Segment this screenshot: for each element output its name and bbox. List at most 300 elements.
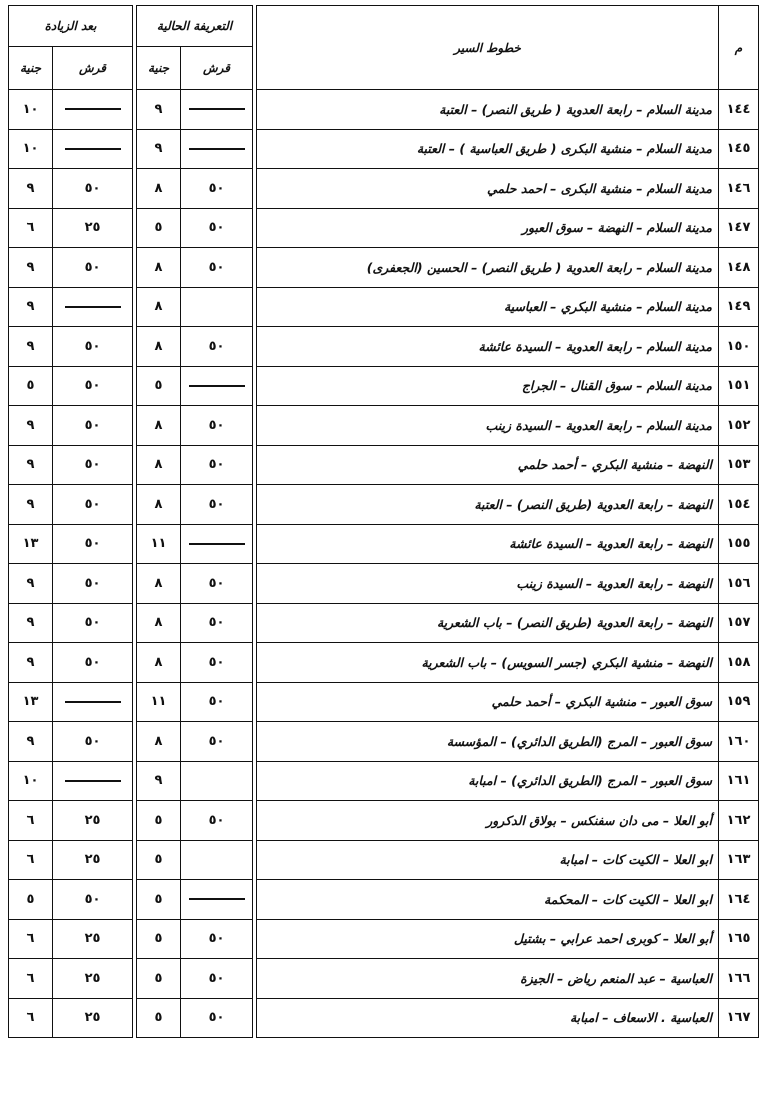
after-qirsh-cell-text: ٢٥ [84,852,101,868]
after-pound-cell-text: ٦ [26,220,35,236]
after-pound-cell [9,682,53,722]
row-number [719,959,759,999]
after-pound-cell [9,327,53,367]
current-qirsh-cell-text: ٥٠ [208,970,225,986]
after-pound-cell [9,761,53,801]
column-gap [133,564,137,604]
after-qirsh-cell-text: ٢٥ [84,970,101,986]
after-qirsh-cell-text: ٥٠ [84,417,101,433]
current-qirsh-cell-text: ٥٠ [208,733,225,749]
route-cell [257,564,719,604]
header-after-increase: بعد الزيادة [9,6,133,47]
current-pound-cell-text: ٨ [154,575,163,591]
route-cell-text: سوق العبور – المرج (الطريق الدائري) – امبابة [468,773,712,789]
after-qirsh-cell-text: ٥٠ [84,536,101,552]
after-pound-cell [9,445,53,485]
current-pound-cell-text: ٥ [154,812,163,828]
after-pound-cell [9,169,53,209]
current-qirsh-cell [181,208,253,248]
column-gap [253,406,257,446]
route-cell-text: النهضة – رابعة العدوية (طريق النصر) – العتبة [474,496,712,512]
header-route: خطوط السير [257,6,719,90]
column-gap [133,880,137,920]
after-qirsh-cell [53,919,133,959]
current-qirsh-cell [181,840,253,880]
table-row [9,90,759,130]
fare-table [8,5,759,1038]
after-qirsh-cell [53,129,133,169]
after-qirsh-cell-text: ٥٠ [84,180,101,196]
row-number [719,998,759,1038]
current-qirsh-cell [181,919,253,959]
current-pound-cell [137,603,181,643]
current-pound-cell-text: ٨ [154,299,163,315]
row-number-text: ١٤٦ [726,180,751,196]
row-number [719,208,759,248]
after-qirsh-cell [53,169,133,209]
table-row [9,287,759,327]
row-number [719,564,759,604]
current-pound-cell [137,761,181,801]
current-qirsh-cell-text: ٥٠ [208,496,225,512]
table-row [9,761,759,801]
after-pound-cell [9,366,53,406]
route-cell [257,327,719,367]
column-gap [133,643,137,683]
column-gap [253,129,257,169]
row-number-text: ١٤٨ [726,259,751,275]
current-pound-cell-text: ٥ [154,931,163,947]
current-qirsh-cell-text: ٥٠ [208,615,225,631]
row-number-text: ١٥٠ [726,338,751,354]
column-gap [133,327,137,367]
current-qirsh-cell-text: ٥٠ [208,1010,225,1026]
column-gap [133,208,137,248]
table-row [9,840,759,880]
after-pound-cell-text: ١٠ [22,141,39,157]
route-cell-text: النهضة – رابعة العدوية (طريق النصر) – باب الشعرية [436,615,712,631]
column-gap [253,761,257,801]
column-gap [133,998,137,1038]
after-pound-cell-text: ٥ [26,891,35,907]
table-header [9,6,759,90]
row-number-text: ١٥٤ [726,496,751,512]
column-gap [133,129,137,169]
table-row [9,129,759,169]
table-row [9,406,759,446]
column-gap [253,959,257,999]
after-qirsh-cell-text: ٥٠ [84,891,101,907]
current-qirsh-cell [181,643,253,683]
current-pound-cell [137,682,181,722]
after-qirsh-cell [53,366,133,406]
after-qirsh-cell [53,524,133,564]
current-qirsh-cell [181,129,253,169]
current-qirsh-cell [181,445,253,485]
current-pound-cell-text: ١١ [150,694,167,710]
header-after-qirsh: قرش [53,47,133,90]
route-cell [257,248,719,288]
after-pound-cell-text: ٩ [26,615,35,631]
current-pound-cell [137,643,181,683]
route-cell-text: مدينة السلام – سوق القنال – الجراج [521,378,712,394]
row-number [719,90,759,130]
table-row [9,919,759,959]
current-qirsh-cell [181,90,253,130]
after-pound-cell-text: ٥ [26,378,35,394]
after-qirsh-cell-text: ٥٠ [84,733,101,749]
route-cell [257,603,719,643]
row-number-text: ١٥١ [726,378,751,394]
current-pound-cell-text: ٨ [154,654,163,670]
row-number-text: ١٥٦ [726,575,751,591]
table-row [9,327,759,367]
column-gap [133,366,137,406]
after-qirsh-cell [53,445,133,485]
row-number [719,761,759,801]
current-pound-cell [137,129,181,169]
header-current-pound: جنية [137,47,181,90]
current-pound-cell-text: ٨ [154,457,163,473]
after-qirsh-cell [53,90,133,130]
after-qirsh-cell [53,761,133,801]
after-qirsh-cell [53,406,133,446]
column-gap [253,564,257,604]
current-qirsh-cell [181,406,253,446]
after-qirsh-cell [53,682,133,722]
column-gap [253,445,257,485]
row-number-text: ١٦٢ [726,812,751,828]
current-pound-cell [137,919,181,959]
row-number-text: ١٦٣ [726,852,751,868]
route-cell [257,208,719,248]
table-row [9,603,759,643]
after-pound-cell [9,840,53,880]
after-pound-cell [9,880,53,920]
current-qirsh-cell [181,564,253,604]
row-number-text: ١٥٥ [726,536,751,552]
after-pound-cell [9,406,53,446]
current-qirsh-cell-text: ٥٠ [208,812,225,828]
after-pound-cell-text: ٦ [26,852,35,868]
column-gap [253,327,257,367]
after-pound-cell-text: ٩ [26,575,35,591]
after-pound-cell-text: ٩ [26,417,35,433]
route-cell [257,445,719,485]
column-gap [253,603,257,643]
route-cell-text: مدينة السلام – النهضة – سوق العبور [521,220,712,236]
current-pound-cell [137,327,181,367]
column-gap [253,366,257,406]
after-qirsh-cell [53,248,133,288]
current-pound-cell [137,959,181,999]
dash-line [189,108,245,110]
column-gap [133,801,137,841]
current-pound-cell [137,840,181,880]
table-row [9,524,759,564]
current-qirsh-cell [181,603,253,643]
column-gap [253,90,257,130]
current-pound-cell-text: ٨ [154,733,163,749]
route-cell [257,524,719,564]
route-cell [257,959,719,999]
dash-line [189,148,245,150]
current-pound-cell-text: ١١ [150,536,167,552]
route-cell-text: العباسية . الاسعاف – امبابة [569,1010,712,1026]
after-qirsh-cell [53,880,133,920]
current-qirsh-cell [181,998,253,1038]
current-pound-cell [137,880,181,920]
current-qirsh-cell-text: ٥٠ [208,457,225,473]
row-number [719,366,759,406]
current-pound-cell-text: ٨ [154,338,163,354]
current-qirsh-cell-text: ٥٠ [208,180,225,196]
after-qirsh-cell-text: ٥٠ [84,259,101,275]
current-qirsh-cell-text: ٥٠ [208,338,225,354]
dash-line [65,108,121,110]
dash-line [65,780,121,782]
after-qirsh-cell-text: ٥٠ [84,496,101,512]
route-cell [257,643,719,683]
after-pound-cell [9,90,53,130]
row-number [719,919,759,959]
current-qirsh-cell [181,327,253,367]
route-cell [257,485,719,525]
column-gap [253,840,257,880]
column-gap [253,287,257,327]
row-number-text: ١٤٧ [726,220,751,236]
after-qirsh-cell [53,801,133,841]
after-qirsh-cell-text: ٢٥ [84,220,101,236]
route-cell [257,801,719,841]
column-gap [253,880,257,920]
column-gap [133,406,137,446]
current-qirsh-cell [181,959,253,999]
after-qirsh-cell [53,959,133,999]
row-number-text: ١٦١ [726,773,751,789]
current-pound-cell-text: ٨ [154,615,163,631]
row-number [719,722,759,762]
current-pound-cell [137,169,181,209]
route-cell [257,840,719,880]
route-cell-text: العباسية – عبد المنعم رياض – الجيزة [520,970,712,986]
current-pound-cell-text: ٨ [154,259,163,275]
column-gap [133,959,137,999]
dash-line [65,306,121,308]
row-number-text: ١٦٦ [726,970,751,986]
column-gap [253,208,257,248]
dash-line [65,701,121,703]
row-number [719,840,759,880]
route-cell-text: أبو العلا – كوبرى احمد عرابي – بشتيل [513,931,712,947]
current-pound-cell [137,485,181,525]
row-number [719,643,759,683]
row-number [719,485,759,525]
table-row [9,682,759,722]
current-pound-cell [137,801,181,841]
current-pound-cell [137,524,181,564]
after-qirsh-cell [53,485,133,525]
after-pound-cell [9,248,53,288]
row-number-text: ١٥٩ [726,694,751,710]
column-gap [253,643,257,683]
current-qirsh-cell-text: ٥٠ [208,259,225,275]
column-gap [133,485,137,525]
current-qirsh-cell [181,524,253,564]
after-qirsh-cell-text: ٥٠ [84,457,101,473]
route-cell [257,129,719,169]
header-after-pound: جنية [9,47,53,90]
table-row [9,485,759,525]
column-gap [133,919,137,959]
table-row [9,880,759,920]
table-row [9,366,759,406]
after-pound-cell-text: ٩ [26,733,35,749]
current-qirsh-cell [181,682,253,722]
dash-line [189,543,245,545]
route-cell [257,998,719,1038]
after-pound-cell-text: ٦ [26,1010,35,1026]
current-pound-cell-text: ٩ [154,773,163,789]
column-gap [133,248,137,288]
route-cell-text: مدينة السلام – رابعة العدوية – السيدة عائشة [478,338,712,354]
after-pound-cell [9,208,53,248]
after-qirsh-cell-text: ٥٠ [84,575,101,591]
row-number-text: ١٥٧ [726,615,751,631]
current-pound-cell [137,248,181,288]
current-pound-cell [137,208,181,248]
after-pound-cell-text: ١٠ [22,773,39,789]
current-qirsh-cell [181,485,253,525]
route-cell [257,880,719,920]
current-qirsh-cell [181,366,253,406]
current-qirsh-cell-text: ٥٠ [208,694,225,710]
current-qirsh-cell [181,801,253,841]
table-row [9,998,759,1038]
after-pound-cell-text: ٩ [26,338,35,354]
current-pound-cell [137,90,181,130]
after-pound-cell [9,919,53,959]
current-pound-cell-text: ٥ [154,378,163,394]
route-cell [257,366,719,406]
after-pound-cell-text: ٩ [26,259,35,275]
route-cell-text: مدينة السلام – رابعة العدوية ( طريق النصر) – العتبة [439,101,712,117]
route-cell-text: مدينة السلام – رابعة العدوية – السيدة زينب [485,417,712,433]
row-number-text: ١٤٩ [726,299,751,315]
current-qirsh-cell [181,287,253,327]
after-qirsh-cell-text: ٢٥ [84,1010,101,1026]
current-pound-cell-text: ٥ [154,970,163,986]
current-pound-cell-text: ٥ [154,1010,163,1026]
table-row [9,564,759,604]
route-cell [257,90,719,130]
current-qirsh-cell-text: ٥٠ [208,654,225,670]
row-number [719,129,759,169]
current-qirsh-cell [181,880,253,920]
route-cell-text: أبو العلا – مى دان سفنكس – بولاق الدكرور [486,812,712,828]
route-cell-text: مدينة السلام – منشية البكري – العباسية [503,299,712,315]
route-cell [257,722,719,762]
column-gap [133,840,137,880]
row-number [719,169,759,209]
after-qirsh-cell [53,287,133,327]
table-row [9,643,759,683]
table-body [9,90,759,1038]
after-pound-cell [9,643,53,683]
table-row [9,722,759,762]
after-pound-cell [9,959,53,999]
row-number [719,248,759,288]
after-qirsh-cell [53,603,133,643]
current-qirsh-cell-text: ٥٠ [208,931,225,947]
header-current-fare: التعريفة الحالية [137,6,253,47]
current-pound-cell [137,287,181,327]
column-gap [133,445,137,485]
table-row [9,959,759,999]
fare-table-sheet [8,5,758,1091]
row-number [719,880,759,920]
current-qirsh-cell [181,169,253,209]
current-pound-cell-text: ٨ [154,180,163,196]
current-qirsh-cell [181,722,253,762]
current-qirsh-cell [181,248,253,288]
current-pound-cell-text: ٩ [154,141,163,157]
current-pound-cell-text: ٨ [154,496,163,512]
route-cell-text: مدينة السلام – رابعة العدوية ( طريق النصر) – الحسين (الجعفرى) [366,259,712,275]
current-qirsh-cell-text: ٥٠ [208,220,225,236]
after-pound-cell-text: ١٣ [22,536,39,552]
after-pound-cell [9,564,53,604]
row-number-text: ١٥٢ [726,417,751,433]
column-gap [133,169,137,209]
column-gap [133,761,137,801]
column-gap [133,287,137,327]
after-pound-cell [9,485,53,525]
after-qirsh-cell-text: ٥٠ [84,378,101,394]
column-gap [253,919,257,959]
current-pound-cell [137,366,181,406]
column-gap [133,524,137,564]
row-number [719,287,759,327]
column-gap [133,682,137,722]
after-pound-cell-text: ٦ [26,812,35,828]
table-row [9,169,759,209]
after-qirsh-cell-text: ٥٠ [84,654,101,670]
row-number [719,445,759,485]
route-cell-text: مدينة السلام – منشية البكرى – احمد حلمي [486,180,712,196]
after-qirsh-cell [53,208,133,248]
route-cell-text: ابو العلا – الكيت كات – المحكمة [544,891,712,907]
after-pound-cell-text: ١٣ [22,694,39,710]
current-pound-cell [137,445,181,485]
column-gap [133,603,137,643]
route-cell-text: سوق العبور – منشية البكري – أحمد حلمي [491,694,712,710]
row-number-text: ١٤٥ [726,141,751,157]
current-pound-cell [137,406,181,446]
row-number-text: ١٦٥ [726,931,751,947]
column-gap [253,169,257,209]
after-qirsh-cell [53,327,133,367]
table-row [9,208,759,248]
after-pound-cell [9,603,53,643]
column-gap [133,90,137,130]
after-qirsh-cell [53,840,133,880]
after-pound-cell-text: ٦ [26,970,35,986]
current-qirsh-cell-text: ٥٠ [208,417,225,433]
current-pound-cell-text: ٥ [154,852,163,868]
column-gap [253,801,257,841]
column-gap [253,524,257,564]
